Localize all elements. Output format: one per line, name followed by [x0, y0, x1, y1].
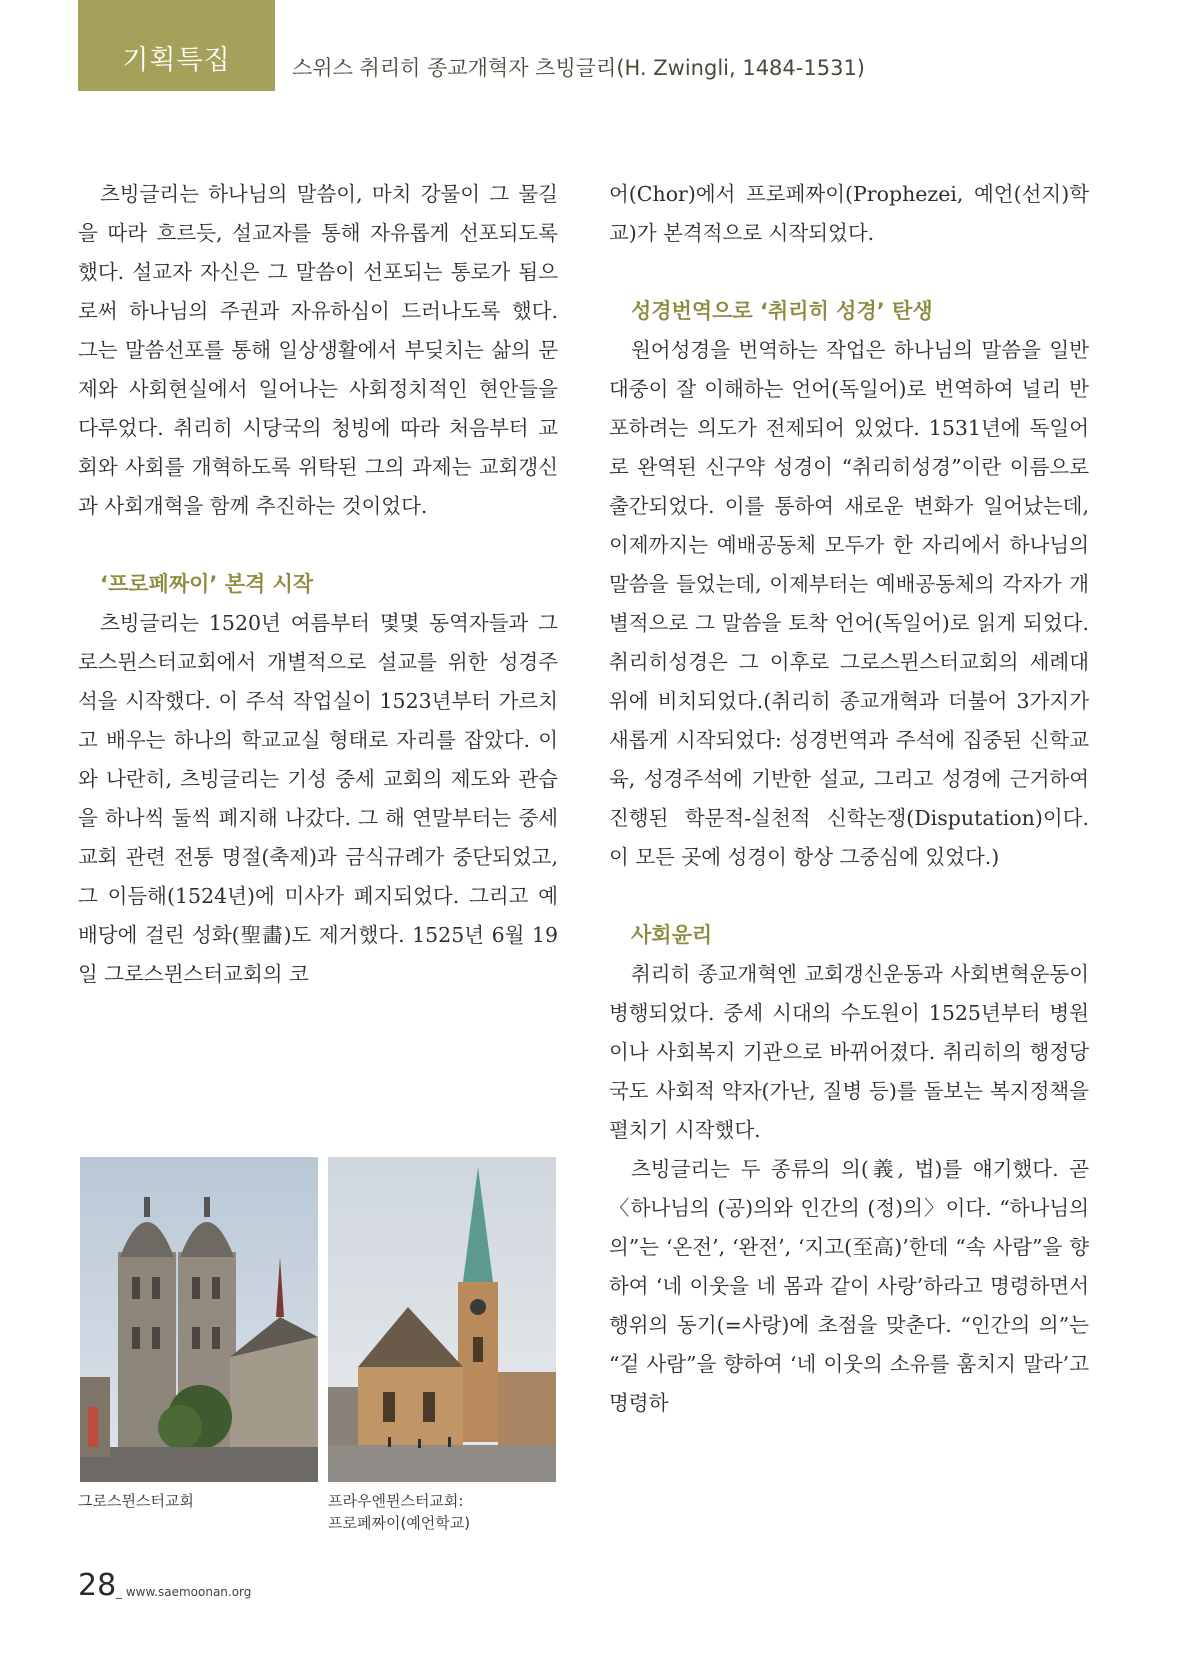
- subhead-social-ethics: 사회윤리: [631, 923, 713, 947]
- subhead-zurich-bible: 성경번역으로 ‘취리히 성경’ 탄생: [631, 299, 933, 323]
- paragraph-intro: 츠빙글리는 하나님의 말씀이, 마치 강물이 그 물길을 따라 흐르듯, 설교자를 통해 자유롭게 선포되도록 했다. 설교자 자신은 그 말씀이 선포되는 통로가 됨으로써 하나님의 주권과 자유하심이 드러나도록 했다. 그는 말씀선포를 통해 일상생활에서 부딪치는 삶의 문제와 사회현실에서 일어나는 사회정치적인 현안들을 다루었다. 취리히 시당국의 청빙에 따라 처음부터 교회와 사회를 개혁하도록 위탁된 그의 과제는 교회갱신과 사회개혁을 함께 추진하는 것이었다.: [78, 182, 558, 518]
- paragraph-two-righteousness: 츠빙글리는 두 종류의 의(義, 법)를 얘기했다. 곧 〈하나님의 (공)의와 인간의 (정)의〉이다. “하나님의 의”는 ‘온전’, ‘완전’, ‘지고(至高)’한데 “속 사람”을 향하여 ‘네 이웃을 네 몸과 같이 사랑’하라고 명령하면서 행위의 동기(=사랑)에 초점을 맞춘다. “인간의 의”는 “겉 사람”을 향하여 ‘네 이웃의 소유를 훔치지 말라’고 명령하: [609, 1157, 1089, 1415]
- section-tag: 기획특집: [78, 0, 275, 91]
- paragraph-prophezei: 츠빙글리는 1520년 여름부터 몇몇 동역자들과 그로스뮌스터교회에서 개별적으로 설교를 위한 성경주석을 시작했다. 이 주석 작업실이 1523년부터 가르치고 배우는 하나의 학교교실 형태로 자리를 잡았다. 이와 나란히, 츠빙글리는 기성 중세 교회의 제도와 관습을 하나씩 둘씩 폐지해 나갔다. 그 해 연말부터는 중세교회 관련 전통 명절(축제)과 금식규례가 중단되었고, 그 이듬해(1524년)에 미사가 폐지되었다. 그리고 예배당에 걸린 성화(聖畵)도 제거했다. 1525년 6월 19일 그로스뮌스터교회의 코: [78, 611, 558, 986]
- right-column: [609, 175, 1089, 1423]
- caption-fraumunster-line1: 프라우엔뮌스터교회:: [328, 1492, 464, 1510]
- photo-grossmunster: [80, 1157, 318, 1482]
- running-title: 스위스 취리히 종교개혁자 츠빙글리(H. Zwingli, 1484-1531): [292, 56, 865, 80]
- left-column: [78, 175, 558, 994]
- paragraph-social-ethics: 취리히 종교개혁엔 교회갱신운동과 사회변혁운동이 병행되었다. 중세 시대의 수도원이 1525년부터 병원이나 사회복지 기관으로 바뀌어졌다. 취리히의 행정당국도 사회적 약자(가난, 질병 등)를 돌보는 복지정책을 펼치기 시작했다.: [609, 962, 1089, 1142]
- caption-fraumunster-line2: 프로페짜이(예언학교): [328, 1514, 471, 1532]
- photo-fraumunster: [328, 1157, 556, 1482]
- subhead-prophezei: ‘프로페짜이’ 본격 시작: [100, 572, 314, 596]
- caption-fraumunster: [328, 1490, 470, 1534]
- footer-url: _ www.saemoonan.org: [116, 1585, 252, 1599]
- paragraph-continued: 어(Chor)에서 프로페짜이(Prophezei, 예언(선지)학교)가 본격적으로 시작되었다.: [609, 182, 1089, 245]
- page-number: 28: [78, 1568, 117, 1603]
- caption-grossmunster: 그로스뮌스터교회: [78, 1492, 194, 1510]
- paragraph-bible-translation: 원어성경을 번역하는 작업은 하나님의 말씀을 일반 대중이 잘 이해하는 언어(독일어)로 번역하여 널리 반포하려는 의도가 전제되어 있었다. 1531년에 독일어로 완역된 신구약 성경이 “취리히성경”이란 이름으로 출간되었다. 이를 통하여 새로운 변화가 일어났는데, 이제까지는 예배공동체 모두가 한 자리에서 하나님의 말씀을 들었는데, 이제부터는 예배공동체의 각자가 개별적으로 그 말씀을 토착 언어(독일어)로 읽게 되었다. 취리히성경은 그 이후로 그로스뮌스터교회의 세례대 위에 비치되었다.(취리히 종교개혁과 더불어 3가지가 새롭게 시작되었다: 성경번역과 주석에 집중된 신학교육, 성경주석에 기반한 설교, 그리고 성경에 근거하여 진행된 학문적-실천적 신학논쟁(Disputation)이다. 이 모든 곳에 성경이 항상 그중심에 있었다.): [609, 338, 1089, 869]
